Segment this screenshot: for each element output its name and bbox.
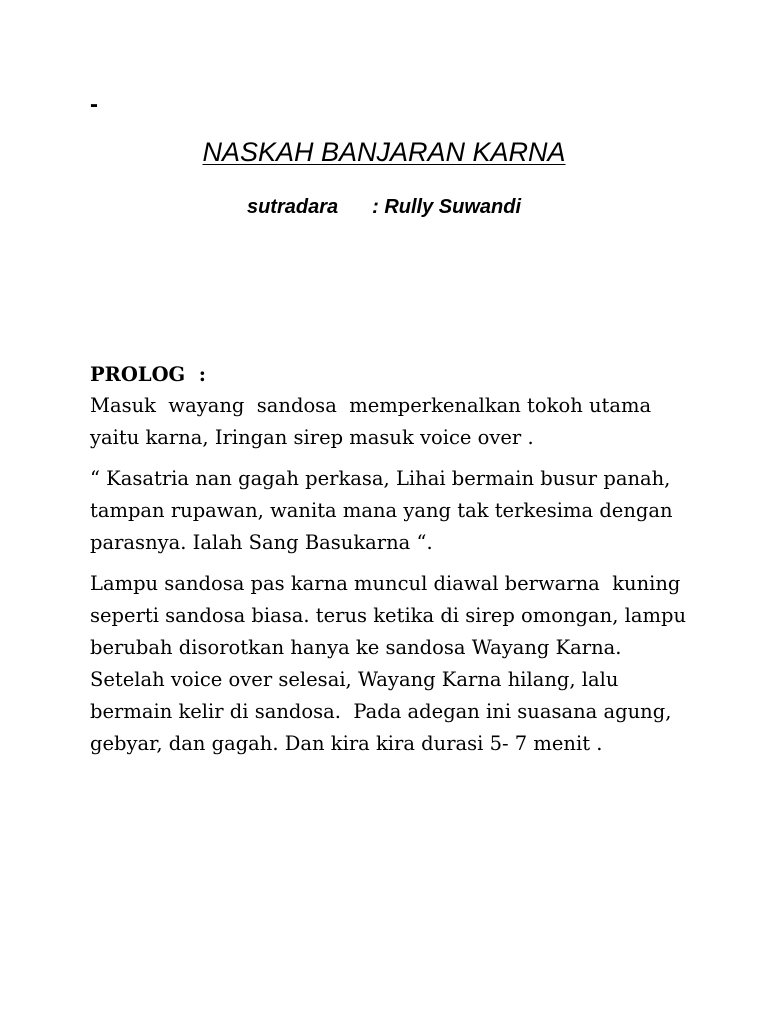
- director-name: : Rully Suwandi: [372, 196, 522, 218]
- paragraph-line: Setelah voice over selesai, Wayang Karna hilang, lalu: [90, 668, 619, 691]
- paragraph-line: “ Kasatria nan gagah perkasa, Lihai bermain busur panah,: [90, 467, 671, 490]
- paragraph-quote: [90, 463, 690, 559]
- director-line: [0, 193, 768, 221]
- paragraph-line: gebyar, dan gagah. Dan kira kira durasi 5- 7 menit .: [90, 732, 603, 755]
- paragraph-line: Lampu sandosa pas karna muncul diawal berwarna kuning: [90, 572, 681, 595]
- director-label: sutradara: [246, 196, 339, 218]
- prolog-section: [90, 360, 690, 769]
- prolog-heading: PROLOG :: [90, 363, 206, 386]
- paragraph-line: tampan rupawan, wanita mana yang tak terkesima dengan: [90, 499, 673, 522]
- paragraph-line: parasnya. Ialah Sang Basukarna “.: [90, 531, 433, 554]
- document-title: NASKAH BANJARAN KARNA: [202, 137, 566, 167]
- paragraph-line: Masuk wayang sandosa memperkenalkan tokoh utama: [90, 394, 652, 417]
- paragraph-intro: [90, 390, 690, 454]
- paragraph-line: seperti sandosa biasa. terus ketika di sirep omongan, lampu: [90, 604, 687, 627]
- paragraph-line: bermain kelir di sandosa. Pada adegan ini suasana agung,: [90, 700, 672, 723]
- dash-mark: -: [90, 91, 98, 118]
- paragraph-line: yaitu karna, Iringan sirep masuk voice over .: [90, 426, 534, 449]
- paragraph-line: berubah disorotkan hanya ke sandosa Wayang Karna.: [90, 636, 622, 659]
- paragraph-lighting: [90, 568, 690, 760]
